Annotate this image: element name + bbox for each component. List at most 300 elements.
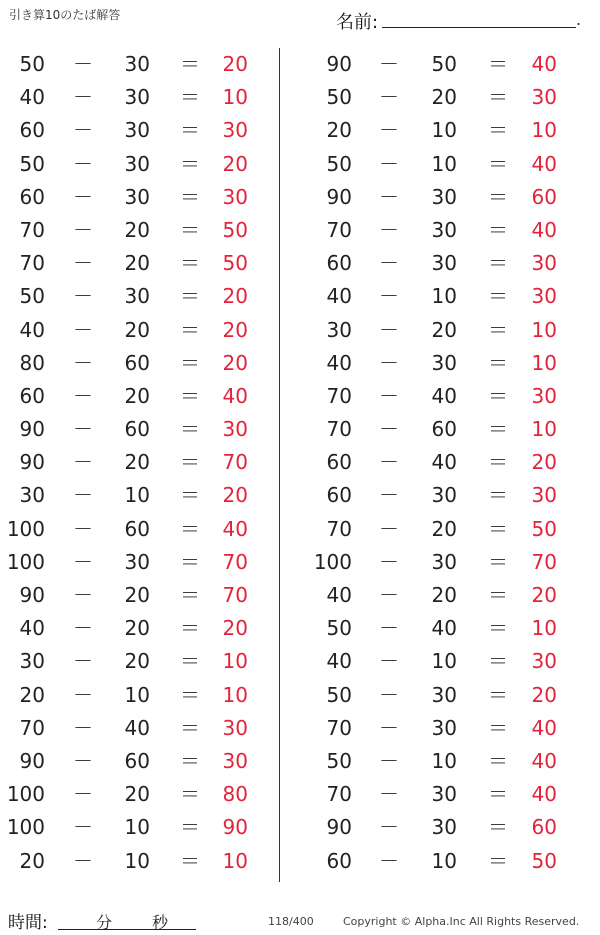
minus-sign: － bbox=[379, 217, 399, 242]
subtrahend: 20 bbox=[431, 317, 457, 342]
answer: 20 bbox=[222, 483, 248, 508]
equals-sign: ＝ bbox=[180, 350, 200, 375]
equals-sign: ＝ bbox=[488, 848, 508, 873]
equals-sign: ＝ bbox=[180, 848, 200, 873]
problem-row bbox=[0, 712, 270, 745]
subtrahend: 30 bbox=[431, 483, 457, 508]
answer: 30 bbox=[531, 649, 557, 674]
name-input-line[interactable] bbox=[382, 27, 576, 28]
subtrahend: 20 bbox=[124, 616, 150, 641]
equals-sign: ＝ bbox=[488, 151, 508, 176]
minus-sign: － bbox=[73, 616, 93, 641]
minus-sign: － bbox=[73, 483, 93, 508]
subtrahend: 20 bbox=[431, 85, 457, 110]
minuend: 40 bbox=[326, 583, 352, 607]
problem-row bbox=[307, 479, 577, 512]
problem-row bbox=[307, 579, 577, 612]
minus-sign: － bbox=[73, 417, 93, 442]
minus-sign: － bbox=[73, 284, 93, 309]
copyright-notice: Copyright © Alpha.Inc All Rights Reserved. bbox=[343, 915, 580, 928]
answer: 10 bbox=[531, 118, 557, 143]
problem-row bbox=[307, 314, 577, 347]
minuend: 70 bbox=[326, 782, 352, 807]
answer: 70 bbox=[222, 450, 248, 475]
subtrahend: 10 bbox=[431, 848, 457, 873]
subtrahend: 20 bbox=[431, 516, 457, 541]
subtrahend: 20 bbox=[124, 450, 150, 475]
problem-row bbox=[0, 811, 270, 844]
equals-sign: ＝ bbox=[180, 549, 200, 574]
equals-sign: ＝ bbox=[488, 85, 508, 110]
minus-sign: － bbox=[379, 549, 399, 574]
answer: 30 bbox=[222, 417, 248, 442]
equals-sign: ＝ bbox=[180, 184, 200, 209]
minus-sign: － bbox=[379, 184, 399, 209]
problem-row bbox=[0, 778, 270, 811]
answer: 50 bbox=[531, 516, 557, 541]
subtrahend: 30 bbox=[431, 715, 457, 740]
problem-row bbox=[307, 380, 577, 413]
answer: 60 bbox=[531, 184, 557, 209]
minus-sign: － bbox=[73, 848, 93, 873]
answer: 40 bbox=[531, 151, 557, 176]
minuend: 70 bbox=[326, 383, 352, 408]
minuend: 100 bbox=[6, 815, 45, 840]
problem-row bbox=[307, 645, 577, 678]
subtrahend: 30 bbox=[124, 118, 150, 143]
minuend: 70 bbox=[326, 217, 352, 242]
problem-row bbox=[307, 214, 577, 247]
problem-row bbox=[0, 513, 270, 546]
problem-row bbox=[307, 612, 577, 645]
minuend: 50 bbox=[326, 616, 352, 641]
problem-row bbox=[0, 612, 270, 645]
equals-sign: ＝ bbox=[180, 217, 200, 242]
subtrahend: 30 bbox=[124, 151, 150, 176]
subtrahend: 10 bbox=[431, 118, 457, 143]
name-line-dot: . bbox=[576, 10, 582, 29]
subtrahend: 10 bbox=[431, 151, 457, 176]
equals-sign: ＝ bbox=[180, 782, 200, 807]
answer: 80 bbox=[222, 782, 248, 807]
problem-row bbox=[0, 679, 270, 712]
answer: 30 bbox=[222, 748, 248, 773]
minuend: 100 bbox=[6, 782, 45, 807]
subtrahend: 30 bbox=[431, 782, 457, 807]
equals-sign: ＝ bbox=[488, 350, 508, 375]
equals-sign: ＝ bbox=[180, 251, 200, 276]
minus-sign: － bbox=[379, 151, 399, 176]
subtrahend: 10 bbox=[124, 848, 150, 873]
subtrahend: 20 bbox=[124, 649, 150, 674]
equals-sign: ＝ bbox=[488, 251, 508, 276]
equals-sign: ＝ bbox=[180, 417, 200, 442]
problem-row bbox=[307, 679, 577, 712]
equals-sign: ＝ bbox=[488, 184, 508, 209]
minus-sign: － bbox=[73, 317, 93, 342]
minuend: 90 bbox=[326, 52, 352, 76]
minus-sign: － bbox=[73, 782, 93, 807]
minuend: 100 bbox=[6, 516, 45, 541]
problem-row bbox=[307, 712, 577, 745]
minus-sign: － bbox=[73, 151, 93, 176]
answer: 40 bbox=[222, 383, 248, 408]
minuend: 70 bbox=[19, 251, 45, 276]
minus-sign: － bbox=[73, 682, 93, 707]
subtrahend: 30 bbox=[431, 184, 457, 209]
equals-sign: ＝ bbox=[180, 118, 200, 143]
minuend: 50 bbox=[19, 151, 45, 176]
equals-sign: ＝ bbox=[180, 151, 200, 176]
problem-row bbox=[307, 513, 577, 546]
column-divider bbox=[279, 48, 280, 882]
equals-sign: ＝ bbox=[488, 450, 508, 475]
problem-column-left bbox=[0, 48, 270, 878]
answer: 30 bbox=[531, 483, 557, 508]
equals-sign: ＝ bbox=[180, 616, 200, 641]
minus-sign: － bbox=[73, 251, 93, 276]
problem-row bbox=[0, 845, 270, 878]
minuend: 50 bbox=[326, 682, 352, 707]
answer: 30 bbox=[222, 184, 248, 209]
problem-row bbox=[0, 314, 270, 347]
problem-row bbox=[307, 745, 577, 778]
problem-row bbox=[0, 645, 270, 678]
answer: 10 bbox=[222, 85, 248, 110]
minus-sign: － bbox=[379, 682, 399, 707]
subtrahend: 60 bbox=[431, 417, 457, 442]
page-number: 118/400 bbox=[268, 915, 314, 928]
equals-sign: ＝ bbox=[180, 682, 200, 707]
equals-sign: ＝ bbox=[180, 450, 200, 475]
subtrahend: 60 bbox=[124, 748, 150, 773]
minus-sign: － bbox=[73, 748, 93, 773]
subtrahend: 20 bbox=[124, 251, 150, 276]
subtrahend: 30 bbox=[124, 284, 150, 309]
problem-row bbox=[0, 579, 270, 612]
minus-sign: － bbox=[73, 516, 93, 541]
minus-sign: － bbox=[379, 118, 399, 143]
subtrahend: 10 bbox=[431, 748, 457, 773]
minus-sign: － bbox=[379, 516, 399, 541]
minuend: 90 bbox=[19, 417, 45, 442]
minuend: 40 bbox=[326, 284, 352, 309]
equals-sign: ＝ bbox=[180, 317, 200, 342]
problem-row bbox=[307, 181, 577, 214]
answer: 20 bbox=[222, 317, 248, 342]
equals-sign: ＝ bbox=[488, 748, 508, 773]
equals-sign: ＝ bbox=[180, 715, 200, 740]
minuend: 30 bbox=[19, 649, 45, 674]
answer: 30 bbox=[222, 118, 248, 143]
equals-sign: ＝ bbox=[488, 815, 508, 840]
subtrahend: 40 bbox=[431, 616, 457, 641]
subtrahend: 60 bbox=[124, 350, 150, 375]
answer: 50 bbox=[222, 217, 248, 242]
minuend: 60 bbox=[19, 118, 45, 143]
minus-sign: － bbox=[73, 583, 93, 607]
subtrahend: 10 bbox=[124, 483, 150, 508]
answer: 50 bbox=[531, 848, 557, 873]
minuend: 40 bbox=[19, 616, 45, 641]
minuend: 50 bbox=[326, 151, 352, 176]
problem-row bbox=[0, 380, 270, 413]
problem-row bbox=[307, 413, 577, 446]
minuend: 20 bbox=[19, 682, 45, 707]
equals-sign: ＝ bbox=[488, 383, 508, 408]
minuend: 70 bbox=[19, 217, 45, 242]
subtrahend: 30 bbox=[431, 549, 457, 574]
problem-row bbox=[0, 446, 270, 479]
problem-row bbox=[307, 347, 577, 380]
minuend: 90 bbox=[19, 748, 45, 773]
time-input-line[interactable] bbox=[58, 929, 196, 930]
subtrahend: 30 bbox=[431, 350, 457, 375]
problem-row bbox=[307, 280, 577, 313]
answer: 20 bbox=[222, 284, 248, 309]
minus-sign: － bbox=[379, 85, 399, 110]
subtrahend: 20 bbox=[124, 383, 150, 408]
answer: 90 bbox=[222, 815, 248, 840]
answer: 20 bbox=[222, 151, 248, 176]
subtrahend: 60 bbox=[124, 417, 150, 442]
answer: 20 bbox=[531, 450, 557, 475]
minuend: 60 bbox=[326, 450, 352, 475]
subtrahend: 50 bbox=[431, 52, 457, 76]
answer: 50 bbox=[222, 251, 248, 276]
time-label: 時間: bbox=[8, 913, 48, 933]
subtrahend: 40 bbox=[124, 715, 150, 740]
minus-sign: － bbox=[379, 417, 399, 442]
minuend: 50 bbox=[326, 748, 352, 773]
subtrahend: 10 bbox=[431, 284, 457, 309]
minus-sign: － bbox=[379, 815, 399, 840]
problem-row bbox=[0, 280, 270, 313]
minus-sign: － bbox=[73, 217, 93, 242]
minuend: 100 bbox=[6, 549, 45, 574]
minus-sign: － bbox=[73, 549, 93, 574]
subtrahend: 30 bbox=[124, 549, 150, 574]
answer: 40 bbox=[531, 52, 557, 76]
minuend: 20 bbox=[326, 118, 352, 143]
minus-sign: － bbox=[379, 782, 399, 807]
equals-sign: ＝ bbox=[488, 317, 508, 342]
answer: 30 bbox=[531, 284, 557, 309]
minuend: 70 bbox=[326, 516, 352, 541]
answer: 70 bbox=[222, 549, 248, 574]
problem-row bbox=[307, 81, 577, 114]
problem-row bbox=[0, 214, 270, 247]
minuend: 90 bbox=[19, 583, 45, 607]
subtrahend: 20 bbox=[431, 583, 457, 607]
minuend: 70 bbox=[19, 715, 45, 740]
minus-sign: － bbox=[379, 848, 399, 873]
minuend: 60 bbox=[19, 383, 45, 408]
answer: 10 bbox=[531, 616, 557, 641]
subtrahend: 20 bbox=[124, 317, 150, 342]
name-label: 名前: bbox=[336, 12, 379, 33]
problem-row bbox=[0, 181, 270, 214]
equals-sign: ＝ bbox=[488, 782, 508, 807]
equals-sign: ＝ bbox=[180, 284, 200, 309]
minuend: 60 bbox=[19, 184, 45, 209]
minus-sign: － bbox=[73, 118, 93, 143]
answer: 20 bbox=[531, 583, 557, 607]
problem-row bbox=[0, 479, 270, 512]
minuend: 50 bbox=[19, 52, 45, 76]
seconds-label: 秒 bbox=[152, 913, 169, 932]
equals-sign: ＝ bbox=[488, 483, 508, 508]
answer: 10 bbox=[531, 317, 557, 342]
answer: 30 bbox=[531, 85, 557, 110]
problem-row bbox=[0, 745, 270, 778]
subtrahend: 30 bbox=[431, 682, 457, 707]
problem-row bbox=[0, 48, 270, 81]
minuend: 40 bbox=[19, 85, 45, 110]
equals-sign: ＝ bbox=[180, 85, 200, 110]
answer: 10 bbox=[222, 649, 248, 674]
equals-sign: ＝ bbox=[180, 649, 200, 674]
minus-sign: － bbox=[379, 649, 399, 674]
problem-row bbox=[0, 546, 270, 579]
subtrahend: 40 bbox=[431, 450, 457, 475]
minuend: 40 bbox=[19, 317, 45, 342]
minuend: 50 bbox=[326, 85, 352, 110]
answer: 40 bbox=[531, 217, 557, 242]
subtrahend: 30 bbox=[124, 184, 150, 209]
minuend: 70 bbox=[326, 715, 352, 740]
subtrahend: 30 bbox=[431, 815, 457, 840]
equals-sign: ＝ bbox=[488, 649, 508, 674]
problem-row bbox=[0, 114, 270, 147]
minuend: 50 bbox=[19, 284, 45, 309]
problem-row bbox=[307, 811, 577, 844]
answer: 10 bbox=[531, 417, 557, 442]
minus-sign: － bbox=[73, 184, 93, 209]
minutes-label: 分 bbox=[96, 913, 113, 932]
problem-column-right bbox=[307, 48, 577, 878]
minus-sign: － bbox=[379, 284, 399, 309]
answer: 20 bbox=[531, 682, 557, 707]
problem-row bbox=[0, 247, 270, 280]
subtrahend: 30 bbox=[124, 85, 150, 110]
problem-row bbox=[0, 347, 270, 380]
subtrahend: 20 bbox=[124, 217, 150, 242]
equals-sign: ＝ bbox=[180, 583, 200, 607]
subtrahend: 10 bbox=[124, 815, 150, 840]
equals-sign: ＝ bbox=[488, 52, 508, 76]
equals-sign: ＝ bbox=[180, 383, 200, 408]
minus-sign: － bbox=[73, 350, 93, 375]
equals-sign: ＝ bbox=[488, 217, 508, 242]
subtrahend: 30 bbox=[431, 217, 457, 242]
minus-sign: － bbox=[379, 350, 399, 375]
answer: 70 bbox=[531, 549, 557, 574]
answer: 40 bbox=[222, 516, 248, 541]
answer: 10 bbox=[531, 350, 557, 375]
answer: 10 bbox=[222, 848, 248, 873]
answer: 40 bbox=[531, 748, 557, 773]
minus-sign: － bbox=[379, 748, 399, 773]
minuend: 60 bbox=[326, 251, 352, 276]
equals-sign: ＝ bbox=[488, 616, 508, 641]
subtrahend: 10 bbox=[124, 682, 150, 707]
equals-sign: ＝ bbox=[488, 284, 508, 309]
problem-row bbox=[307, 247, 577, 280]
minus-sign: － bbox=[379, 616, 399, 641]
minus-sign: － bbox=[73, 450, 93, 475]
answer: 40 bbox=[531, 715, 557, 740]
problem-row bbox=[307, 48, 577, 81]
minuend: 60 bbox=[326, 483, 352, 508]
answer: 10 bbox=[222, 682, 248, 707]
subtrahend: 60 bbox=[124, 516, 150, 541]
minus-sign: － bbox=[73, 715, 93, 740]
answer: 30 bbox=[222, 715, 248, 740]
equals-sign: ＝ bbox=[488, 417, 508, 442]
equals-sign: ＝ bbox=[180, 748, 200, 773]
subtrahend: 20 bbox=[124, 782, 150, 807]
minuend: 70 bbox=[326, 417, 352, 442]
minus-sign: － bbox=[73, 649, 93, 674]
minus-sign: － bbox=[379, 450, 399, 475]
minus-sign: － bbox=[379, 251, 399, 276]
subtrahend: 30 bbox=[124, 52, 150, 76]
problem-row bbox=[307, 778, 577, 811]
problem-row bbox=[307, 845, 577, 878]
minuend: 30 bbox=[19, 483, 45, 508]
minuend: 20 bbox=[19, 848, 45, 873]
answer: 30 bbox=[531, 251, 557, 276]
subtrahend: 30 bbox=[431, 251, 457, 276]
minuend: 90 bbox=[326, 184, 352, 209]
minus-sign: － bbox=[73, 815, 93, 840]
minuend: 80 bbox=[19, 350, 45, 375]
equals-sign: ＝ bbox=[488, 516, 508, 541]
minus-sign: － bbox=[379, 483, 399, 508]
answer: 20 bbox=[222, 52, 248, 76]
minuend: 90 bbox=[326, 815, 352, 840]
problem-row bbox=[307, 546, 577, 579]
minus-sign: － bbox=[379, 715, 399, 740]
problem-row bbox=[307, 446, 577, 479]
equals-sign: ＝ bbox=[488, 715, 508, 740]
equals-sign: ＝ bbox=[488, 118, 508, 143]
answer: 20 bbox=[222, 350, 248, 375]
minuend: 60 bbox=[326, 848, 352, 873]
answer: 60 bbox=[531, 815, 557, 840]
minus-sign: － bbox=[379, 317, 399, 342]
minus-sign: － bbox=[73, 85, 93, 110]
answer: 20 bbox=[222, 616, 248, 641]
answer: 40 bbox=[531, 782, 557, 807]
minuend: 90 bbox=[19, 450, 45, 475]
equals-sign: ＝ bbox=[180, 516, 200, 541]
minus-sign: － bbox=[379, 583, 399, 607]
minuend: 40 bbox=[326, 649, 352, 674]
minuend: 30 bbox=[326, 317, 352, 342]
subtrahend: 10 bbox=[431, 649, 457, 674]
minuend: 100 bbox=[313, 549, 352, 574]
equals-sign: ＝ bbox=[488, 682, 508, 707]
problem-row bbox=[0, 148, 270, 181]
minus-sign: － bbox=[73, 52, 93, 76]
minus-sign: － bbox=[73, 383, 93, 408]
equals-sign: ＝ bbox=[488, 549, 508, 574]
problem-row bbox=[0, 81, 270, 114]
problem-row bbox=[0, 413, 270, 446]
minus-sign: － bbox=[379, 383, 399, 408]
